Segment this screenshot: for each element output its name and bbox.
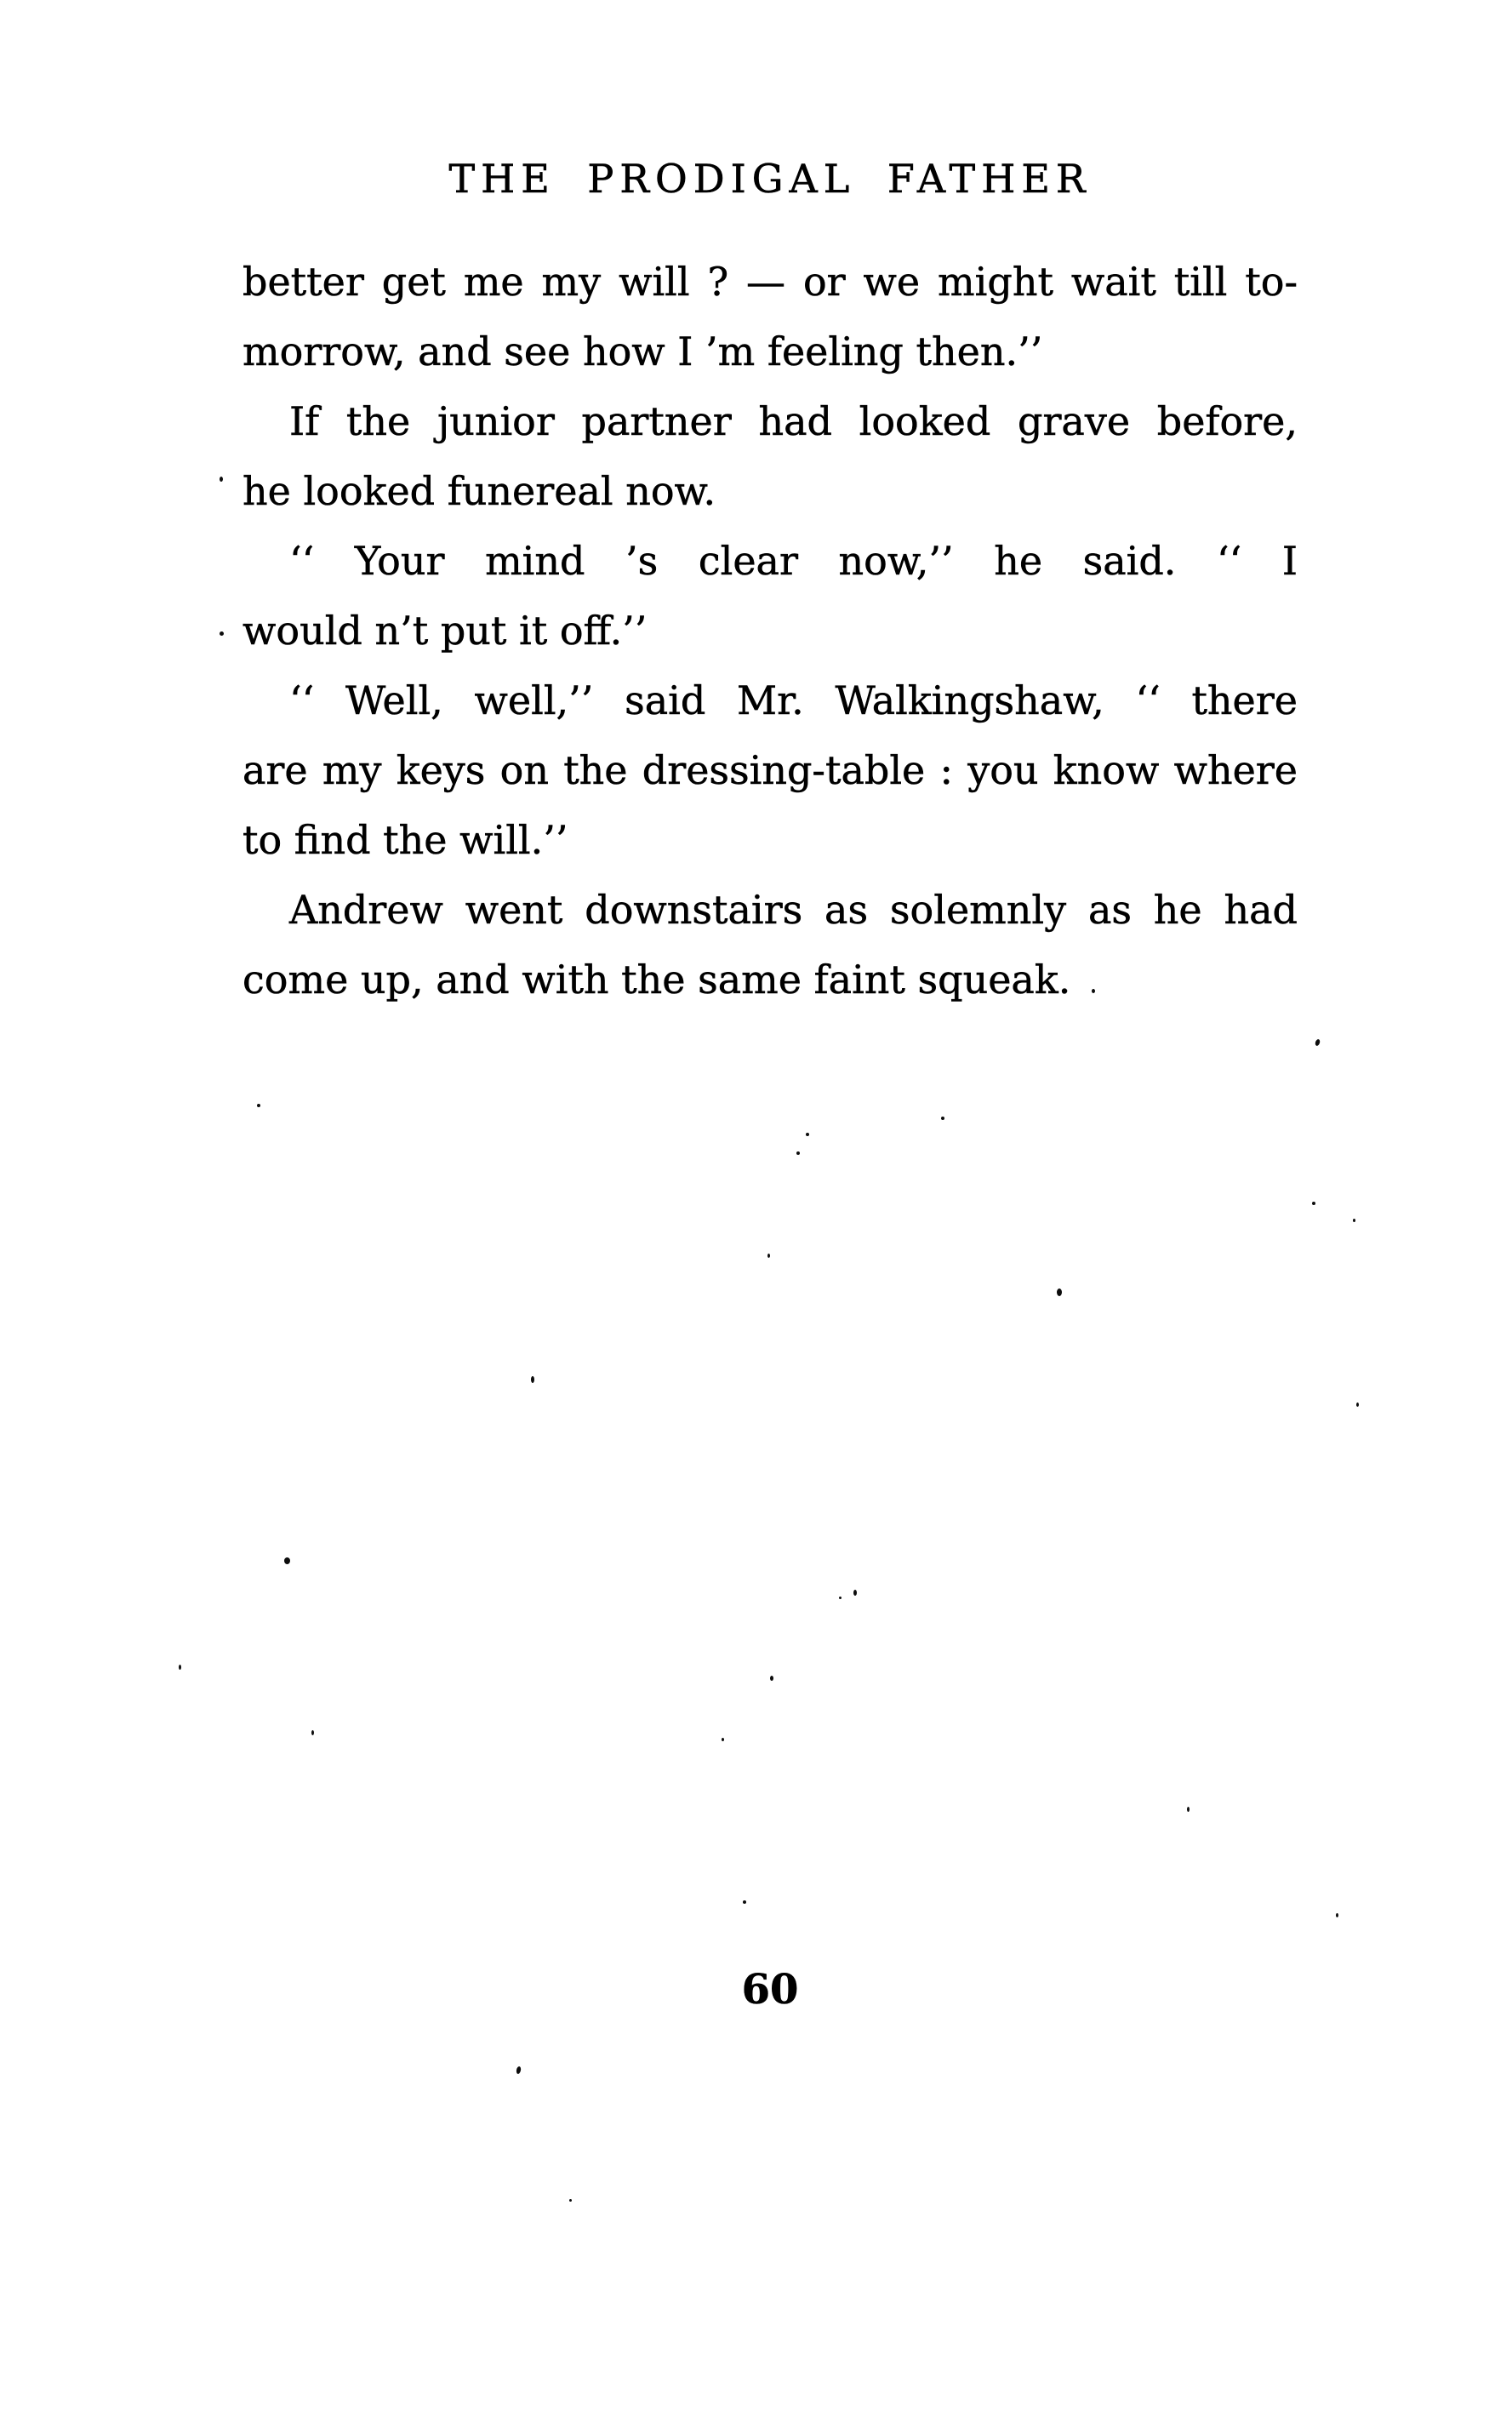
text-line: Andrew went downstairs as solemnly as he had <box>289 887 1298 933</box>
scan-speck <box>1092 989 1095 993</box>
scan-speck <box>1187 1807 1190 1812</box>
text-line: would n’t put it off.’’ <box>242 608 648 654</box>
scan-speck <box>1312 1202 1315 1205</box>
scan-speck <box>941 1117 944 1120</box>
scan-speck <box>179 1665 181 1670</box>
scan-speck <box>722 1738 724 1741</box>
text-line: are my keys on the dressing-table : you know where <box>242 747 1298 793</box>
text-line: better get me my will ? — or we might wait till to- <box>242 259 1298 305</box>
scan-speck <box>531 1376 534 1383</box>
text-line: come up, and with the same faint squeak. <box>242 957 1071 1003</box>
scan-speck <box>220 477 223 482</box>
scan-speck <box>569 2199 572 2202</box>
scan-speck <box>1353 1219 1355 1222</box>
text-line: morrow, and see how I ’m feeling then.’’ <box>242 329 1043 374</box>
scan-speck <box>839 1597 842 1599</box>
text-line: If the junior partner had looked grave before, <box>289 398 1298 444</box>
scan-speck <box>853 1590 857 1596</box>
scan-speck <box>1336 1913 1338 1917</box>
scan-speck <box>806 1133 809 1136</box>
text-line: he looked funereal now. <box>242 468 716 514</box>
scan-speck <box>1315 1038 1321 1046</box>
scan-speck <box>220 631 224 636</box>
scan-speck <box>796 1151 800 1155</box>
scan-speck <box>767 1254 770 1258</box>
scan-speck <box>284 1557 290 1564</box>
body-text <box>242 247 1298 1014</box>
scan-speck <box>516 2066 522 2075</box>
page-number: 60 <box>741 1966 799 2014</box>
scan-speck <box>743 1900 746 1904</box>
scan-speck <box>1356 1403 1359 1407</box>
running-header: THE PRODIGAL FATHER <box>448 156 1092 202</box>
scan-speck <box>1057 1288 1062 1296</box>
text-line: ‘‘ Your mind ’s clear now,’’ he said. ‘‘ I <box>289 538 1298 584</box>
text-line: ‘‘ Well, well,’’ said Mr. Walkingshaw, ‘‘ there <box>289 677 1298 723</box>
scan-speck <box>311 1730 314 1735</box>
scan-speck <box>257 1104 260 1107</box>
text-line: to find the will.’’ <box>242 817 568 863</box>
scan-speck <box>770 1676 773 1681</box>
